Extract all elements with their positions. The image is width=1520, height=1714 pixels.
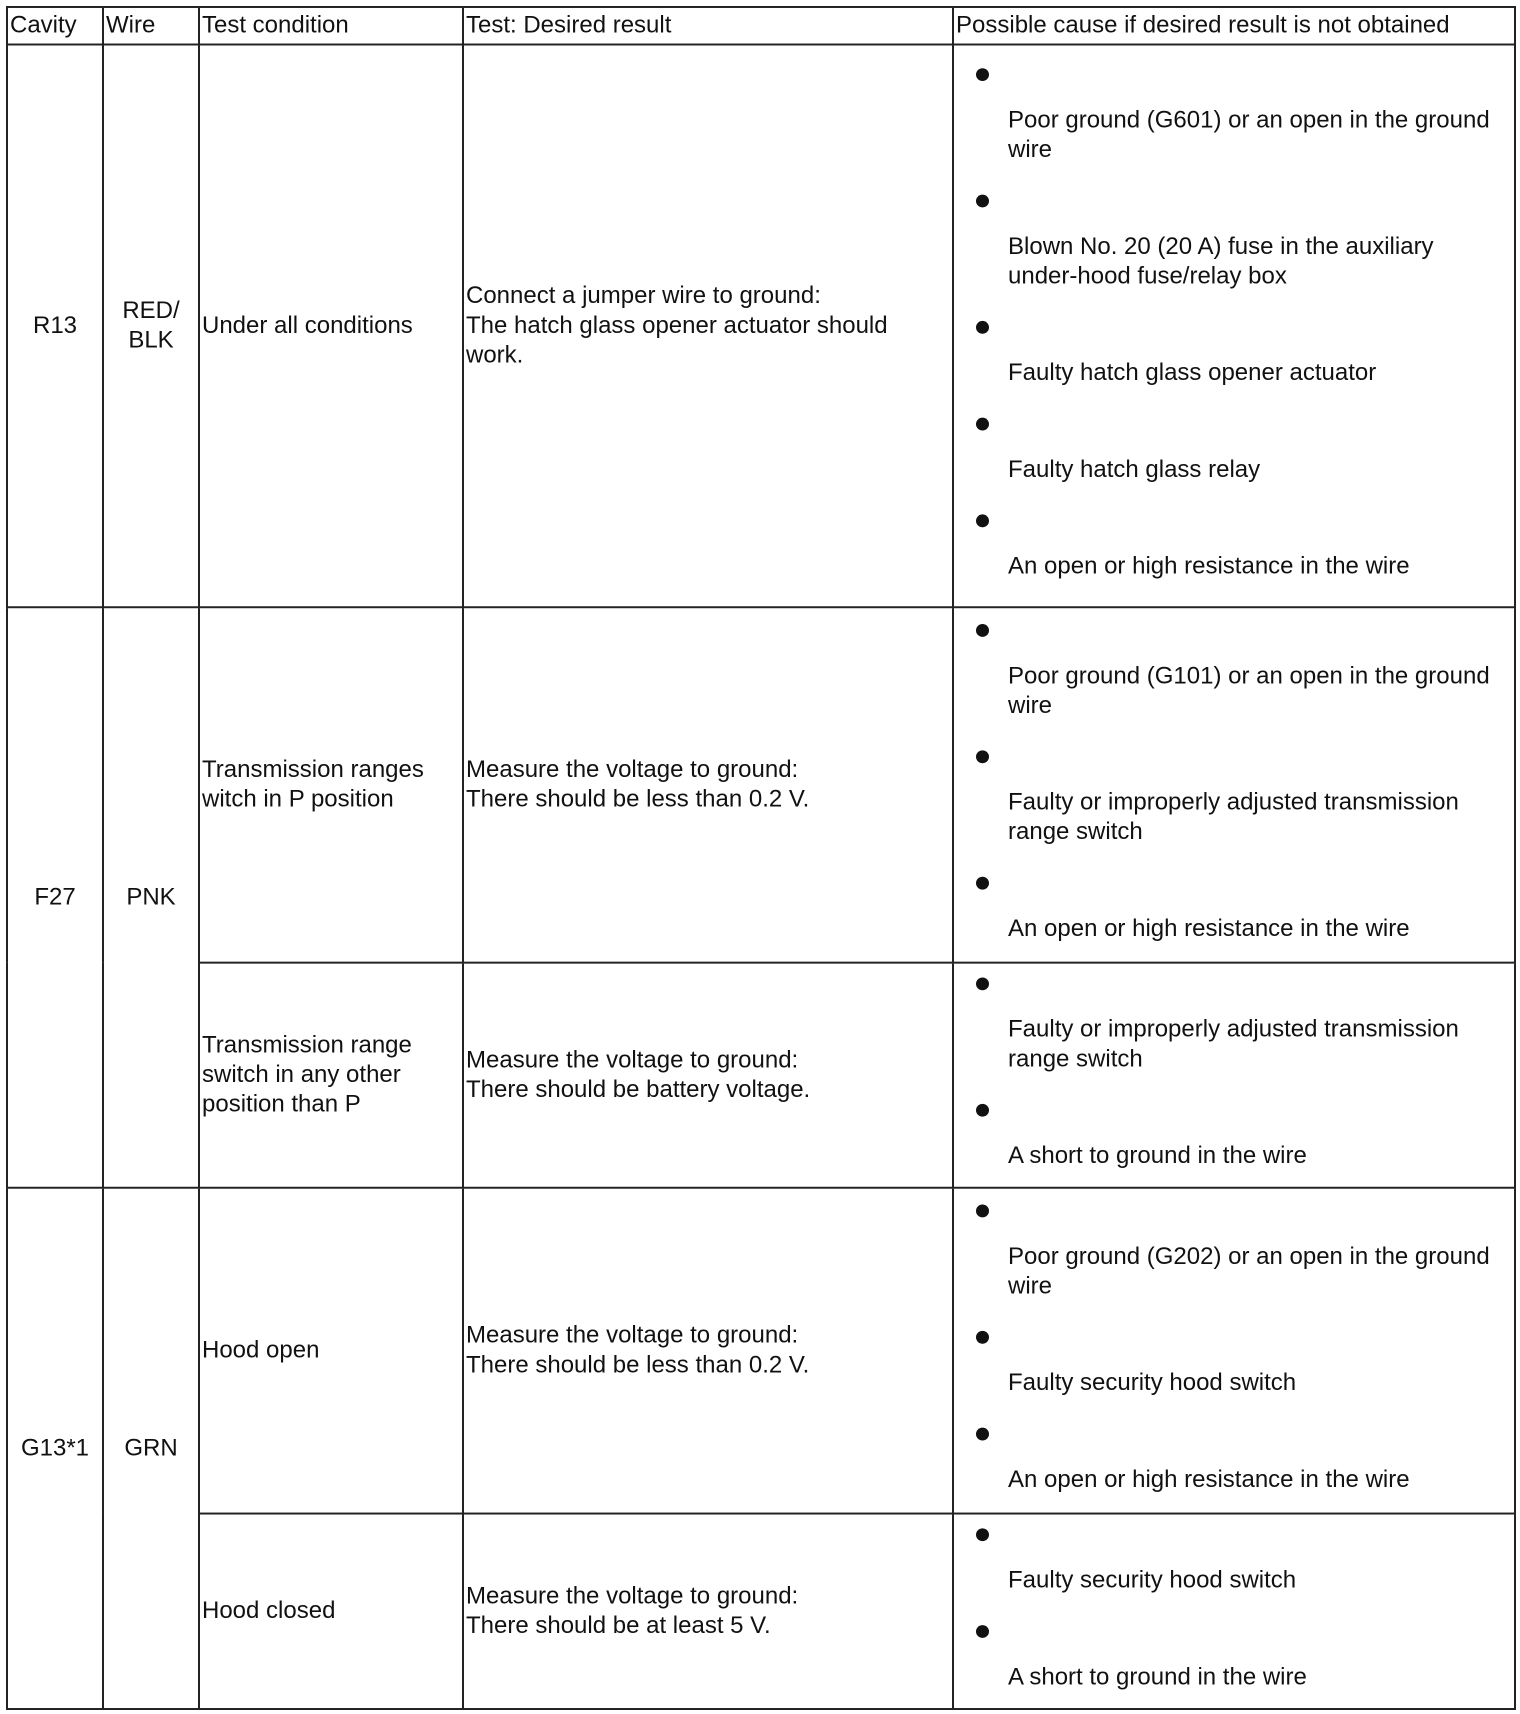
list-item [956, 863, 1512, 960]
possible-cause-cell [953, 45, 1515, 608]
bullet-icon [976, 195, 989, 208]
cause-list [956, 610, 1512, 959]
header-cause: Possible cause if desired result is not obtained [953, 7, 1515, 45]
troubleshooting-table [6, 6, 1516, 1710]
bullet-icon [976, 877, 989, 890]
result-instruction: Measure the voltage to ground: [466, 1046, 799, 1074]
cavity-cell: G13*1 [7, 1188, 103, 1709]
cause-text: An open or high resistance in the wire [1008, 552, 1410, 580]
table-row [7, 963, 1515, 1188]
bullet-icon [976, 1331, 989, 1344]
table-row [7, 1188, 1515, 1514]
bullet-icon [976, 514, 989, 527]
possible-cause-cell [953, 607, 1515, 962]
list-item [956, 1191, 1512, 1317]
possible-cause-cell [953, 1514, 1515, 1709]
header-cavity: Cavity [7, 7, 103, 45]
header-wire: Wire [103, 7, 199, 45]
result-expectation: There should be less than 0.2 V. [466, 785, 810, 813]
bullet-icon [976, 68, 989, 81]
cause-text: Faulty or improperly adjusted transmission range switch [1008, 1015, 1459, 1073]
table-row [7, 607, 1515, 962]
test-condition-cell: Under all conditions [199, 45, 463, 608]
list-item [956, 1515, 1512, 1612]
result-instruction: Measure the voltage to ground: [466, 1582, 799, 1610]
list-item [956, 1317, 1512, 1414]
list-item [956, 1611, 1512, 1708]
wire-cell: PNK [103, 607, 199, 1188]
list-item [956, 501, 1512, 598]
test-condition-cell: Hood closed [199, 1514, 463, 1709]
list-item [956, 307, 1512, 404]
desired-result-cell [463, 963, 953, 1188]
list-item [956, 964, 1512, 1090]
list-item [956, 404, 1512, 501]
cause-text: An open or high resistance in the wire [1008, 1466, 1410, 1493]
cause-text: Poor ground (G601) or an open in the ground wire [1008, 106, 1490, 163]
result-instruction: Measure the voltage to ground: [466, 1322, 799, 1349]
result-expectation: The hatch glass opener actuator should work. [466, 312, 888, 369]
cause-text: A short to ground in the wire [1008, 1142, 1307, 1169]
bullet-icon [976, 977, 989, 990]
cavity-cell: R13 [7, 45, 103, 608]
test-condition-cell: Transmission range switch in any other position than P [199, 963, 463, 1188]
table-row [7, 1514, 1515, 1709]
list-item [956, 181, 1512, 307]
result-expectation: There should be less than 0.2 V. [466, 1351, 810, 1379]
list-item [956, 1090, 1512, 1187]
possible-cause-cell [953, 963, 1515, 1188]
wire-color: RED/ [122, 297, 180, 324]
header-condition: Test condition [199, 7, 463, 45]
bullet-icon [976, 1625, 989, 1638]
wire-cell: GRN [103, 1188, 199, 1709]
cause-text: An open or high resistance in the wire [1008, 915, 1410, 942]
cause-text: Faulty security hood switch [1008, 1369, 1297, 1397]
bullet-icon [976, 1205, 989, 1218]
bullet-icon [976, 418, 989, 431]
desired-result-cell [463, 1514, 953, 1709]
list-item [956, 737, 1512, 863]
result-instruction: Connect a jumper wire to ground: [466, 282, 821, 310]
troubleshooting-table-container [6, 6, 1514, 1691]
bullet-icon [976, 1528, 989, 1541]
result-expectation: There should be battery voltage. [466, 1076, 811, 1103]
desired-result-cell [463, 607, 953, 962]
list-item [956, 1414, 1512, 1511]
list-item [956, 610, 1512, 736]
bullet-icon [976, 624, 989, 637]
cause-text: A short to ground in the wire [1008, 1663, 1307, 1691]
cause-text: Blown No. 20 (20 A) fuse in the auxiliary under-hood fuse/relay box [1008, 233, 1434, 290]
header-result: Test: Desired result [463, 7, 953, 45]
cause-list [956, 1191, 1512, 1511]
list-item [956, 54, 1512, 180]
cause-text: Poor ground (G101) or an open in the ground wire [1008, 662, 1490, 719]
result-instruction: Measure the voltage to ground: [466, 756, 799, 783]
bullet-icon [976, 321, 989, 334]
cause-text: Faulty hatch glass opener actuator [1008, 359, 1377, 387]
cause-list [956, 54, 1512, 597]
bullet-icon [976, 750, 989, 763]
bullet-icon [976, 1428, 989, 1441]
cause-text: Poor ground (G202) or an open in the ground wire [1008, 1243, 1490, 1300]
wire-color-stripe: BLK [128, 326, 174, 354]
bullet-icon [976, 1104, 989, 1117]
test-condition-cell: Hood open [199, 1188, 463, 1514]
cause-list [956, 964, 1512, 1187]
desired-result-cell [463, 45, 953, 608]
cause-text: Faulty security hood switch [1008, 1566, 1297, 1594]
header-row [7, 7, 1515, 45]
cause-text: Faulty or improperly adjusted transmission range switch [1008, 788, 1459, 846]
possible-cause-cell [953, 1188, 1515, 1514]
wire-cell [103, 45, 199, 608]
cause-text: Faulty hatch glass relay [1008, 456, 1261, 483]
table-row [7, 45, 1515, 608]
cause-list [956, 1515, 1512, 1709]
cavity-cell: F27 [7, 607, 103, 1188]
result-expectation: There should be at least 5 V. [466, 1612, 771, 1639]
desired-result-cell [463, 1188, 953, 1514]
test-condition-cell: Transmission ranges witch in P position [199, 607, 463, 962]
